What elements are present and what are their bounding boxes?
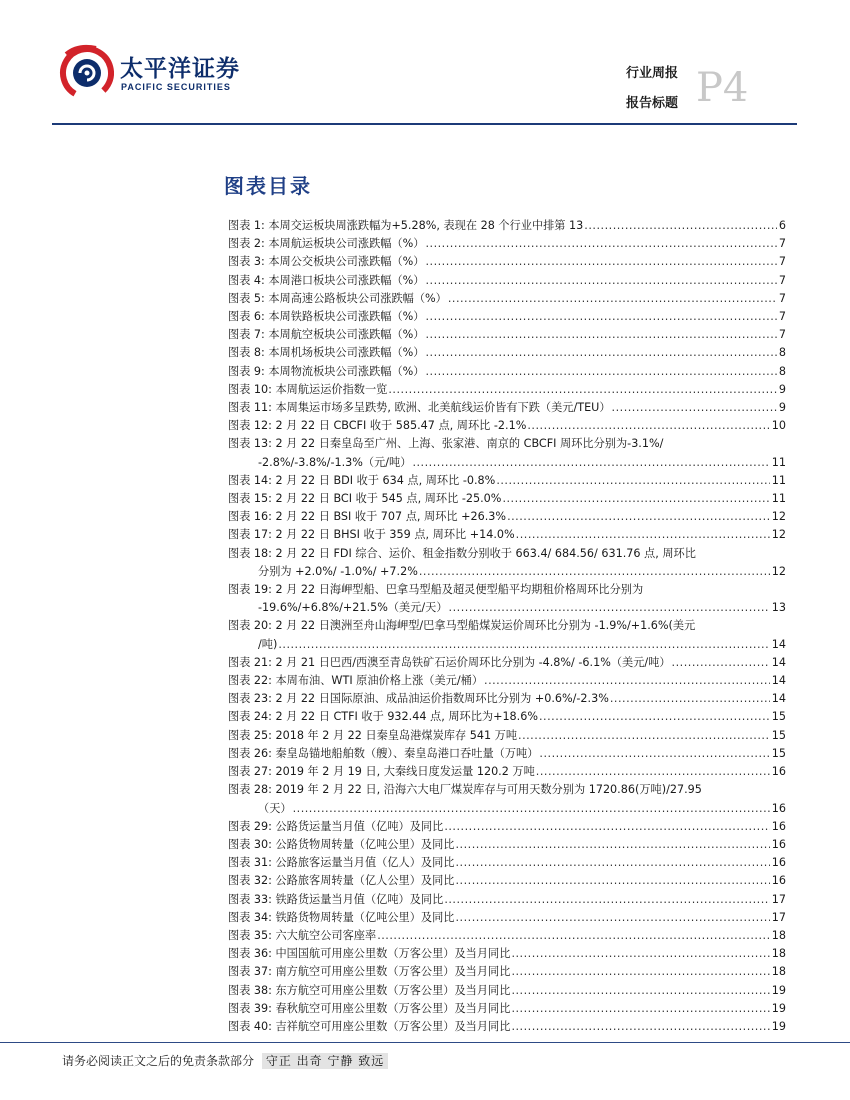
- toc-page-number: 9: [778, 401, 786, 415]
- toc-entry[interactable]: [228, 963, 786, 981]
- pacific-securities-logo-icon: [58, 42, 114, 102]
- toc-entry[interactable]: [228, 508, 786, 526]
- toc-page-number: 11: [771, 455, 786, 469]
- toc-page-number: 18: [771, 928, 786, 942]
- footer-disclaimer: 请务必阅读正文之后的免责条款部分: [62, 1054, 255, 1068]
- toc-page-number: 7: [778, 310, 786, 324]
- toc-leader-dots: [447, 290, 777, 308]
- toc-entry[interactable]: [228, 490, 786, 508]
- toc-entry[interactable]: [228, 727, 786, 745]
- toc-leader-dots: [424, 326, 776, 344]
- toc-page-number: 16: [771, 874, 786, 888]
- toc-leader-dots: [292, 800, 770, 818]
- company-name-cn: 太平洋证券: [120, 56, 240, 82]
- toc-entry[interactable]: [228, 399, 786, 417]
- toc-entry[interactable]: [228, 982, 786, 1000]
- toc-page-number: 18: [771, 947, 786, 961]
- page-label: P4: [696, 65, 749, 111]
- company-logo: [58, 42, 358, 102]
- toc-leader-dots: [424, 235, 776, 253]
- toc-page-number: 15: [771, 710, 786, 724]
- toc-leader-dots: [510, 1000, 769, 1018]
- toc-entry-text: 图表 6: 本周铁路板块公司涨跌幅（%）: [228, 310, 425, 324]
- toc-entry-text: 图表 24: 2 月 22 日 CTFI 收于 932.44 点, 周环比为+18.6%: [228, 710, 538, 724]
- toc-entry-text: 图表 27: 2019 年 2 月 19 日, 大秦线日度发运量 120.2 万吨: [228, 765, 535, 779]
- toc-leader-dots: [583, 217, 777, 235]
- toc-page-number: 19: [771, 1001, 786, 1015]
- toc-entry[interactable]: [228, 745, 786, 763]
- toc-entry-text: 图表 17: 2 月 22 日 BHSI 收于 359 点, 周环比 +14.0%: [228, 528, 515, 542]
- toc-entry-text: 图表 1: 本周交运板块周涨跌幅为+5.28%, 表现在 28 个行业中排第 13: [228, 219, 584, 232]
- toc-entry[interactable]: [228, 326, 786, 344]
- toc-page-number: 13: [771, 601, 786, 615]
- toc-entry-text: 图表 36: 中国国航可用座公里数（万客公里）及当月同比: [228, 947, 511, 961]
- toc-page-number: 16: [771, 765, 786, 779]
- toc-leader-dots: [671, 654, 770, 672]
- toc-entry-text: 图表 9: 本周物流板块公司涨跌幅（%）: [228, 364, 425, 378]
- toc-leader-dots: [455, 872, 770, 890]
- toc-leader-dots: [376, 927, 770, 945]
- toc-entry[interactable]: [228, 909, 786, 927]
- toc-entry-text: 图表 5: 本周高速公路板块公司涨跌幅（%）: [228, 291, 447, 305]
- toc-leader-dots: [448, 599, 770, 617]
- toc-page-number: 10: [771, 419, 786, 433]
- toc-page-number: 16: [771, 801, 786, 815]
- toc-page-number: 17: [771, 892, 786, 906]
- toc-leader-dots: [455, 854, 770, 872]
- toc-entry-text: 图表 22: 本周布油、WTI 原油价格上涨（美元/桶）: [228, 674, 484, 688]
- toc-page-number: 8: [778, 364, 786, 378]
- toc-entry-text: 图表 40: 吉祥航空可用座公里数（万客公里）及当月同比: [228, 1019, 511, 1033]
- toc-entry[interactable]: [228, 836, 786, 854]
- toc-page-number: 12: [771, 528, 786, 542]
- toc-leader-dots: [424, 253, 776, 271]
- toc-entry-text: 图表 37: 南方航空可用座公里数（万客公里）及当月同比: [228, 965, 511, 979]
- toc-entry-text: 图表 33: 铁路货运量当月值（亿吨）及同比: [228, 892, 444, 906]
- toc-page-number: 7: [778, 255, 786, 269]
- table-of-figures: [228, 217, 786, 1036]
- toc-leader-dots: [483, 672, 770, 690]
- toc-page-number: 12: [771, 564, 786, 578]
- toc-entry-text: 图表 7: 本周航空板块公司涨跌幅（%）: [228, 328, 425, 342]
- toc-leader-dots: [455, 836, 770, 854]
- toc-entry[interactable]: [228, 617, 786, 653]
- toc-entry[interactable]: [228, 690, 786, 708]
- toc-entry-text: 图表 39: 春秋航空可用座公里数（万客公里）及当月同比: [228, 1001, 511, 1015]
- toc-entry[interactable]: [228, 945, 786, 963]
- toc-page-number: 7: [778, 291, 786, 305]
- toc-leader-dots: [424, 344, 776, 362]
- toc-entry-text: 图表 14: 2 月 22 日 BDI 收于 634 点, 周环比 -0.8%: [228, 473, 496, 487]
- toc-entry[interactable]: [228, 854, 786, 872]
- toc-leader-dots: [424, 308, 776, 326]
- report-type: 行业周报: [626, 66, 679, 81]
- toc-entry-text: 图表 11: 本周集运市场多呈跌势, 欧洲、北美航线运价皆有下跌（美元/TEU）: [228, 401, 611, 415]
- toc-page-number: 9: [778, 382, 786, 396]
- toc-entry-text: 图表 10: 本周航运运价指数一览: [228, 382, 388, 396]
- toc-entry-text: 图表 13: 2 月 22 日秦皇岛至广州、上海、张家港、南京的 CBCFI 周环比分别为-3.1%/: [228, 437, 664, 451]
- toc-entry[interactable]: [228, 781, 786, 817]
- toc-entry-text: 图表 29: 公路货运量当月值（亿吨）及同比: [228, 819, 444, 833]
- toc-leader-dots: [418, 563, 770, 581]
- toc-entry-text: 图表 15: 2 月 22 日 BCI 收于 545 点, 周环比 -25.0%: [228, 492, 502, 506]
- toc-entry-text: 图表 23: 2 月 22 日国际原油、成品油运价指数周环比分别为 +0.6%/-2.3%: [228, 692, 609, 706]
- toc-leader-dots: [538, 745, 769, 763]
- toc-entry-text: 图表 18: 2 月 22 日 FDI 综合、运价、租金指数分别收于 663.4/ 684.56/ 631.76 点, 周环比: [228, 546, 696, 560]
- toc-entry-text: 图表 4: 本周港口板块公司涨跌幅（%）: [228, 273, 425, 287]
- company-name-en: PACIFIC SECURITIES: [121, 82, 231, 92]
- toc-leader-dots: [455, 909, 770, 927]
- toc-page-number: 16: [771, 837, 786, 851]
- toc-entry[interactable]: [228, 708, 786, 726]
- toc-page-number: 15: [771, 746, 786, 760]
- toc-page-number: 19: [771, 983, 786, 997]
- toc-page-number: 7: [778, 328, 786, 342]
- toc-page-number: 16: [771, 819, 786, 833]
- toc-leader-dots: [443, 891, 769, 909]
- toc-entry[interactable]: [228, 927, 786, 945]
- toc-entry[interactable]: [228, 344, 786, 362]
- toc-entry-text: 图表 25: 2018 年 2 月 22 日秦皇岛港煤炭库存 541 万吨: [228, 728, 518, 742]
- toc-entry-text: 图表 19: 2 月 22 日海岬型船、巴拿马型船及超灵便型船平均期租价格周环比分别为: [228, 583, 644, 597]
- toc-leader-dots: [510, 963, 769, 981]
- toc-entry[interactable]: [228, 1018, 786, 1036]
- toc-page-number: 14: [771, 655, 786, 669]
- toc-leader-dots: [506, 508, 770, 526]
- footer-motto: 守正 出奇 宁静 致远: [262, 1053, 388, 1069]
- toc-leader-dots: [501, 490, 769, 508]
- page-header: [0, 0, 850, 130]
- toc-leader-dots: [411, 454, 769, 472]
- toc-page-number: 16: [771, 856, 786, 870]
- toc-page-number: 18: [771, 965, 786, 979]
- toc-page-number: 11: [771, 473, 786, 487]
- toc-leader-dots: [517, 727, 770, 745]
- toc-page-number: 14: [771, 674, 786, 688]
- toc-page-number: 11: [771, 492, 786, 506]
- toc-entry-text: -2.8%/-3.8%/-1.3%（元/吨）: [258, 455, 412, 469]
- toc-entry-text: 分别为 +2.0%/ -1.0%/ +7.2%: [258, 564, 418, 578]
- toc-entry[interactable]: [228, 363, 786, 381]
- toc-entry[interactable]: [228, 290, 786, 308]
- toc-entry[interactable]: [228, 435, 786, 471]
- toc-leader-dots: [538, 708, 770, 726]
- toc-entry-text: 图表 21: 2 月 21 日巴西/西澳至青岛铁矿石运价周环比分别为 -4.8%/ -6.1%（美元/吨）: [228, 655, 671, 669]
- toc-page-number: 19: [771, 1019, 786, 1033]
- toc-entry-text: 图表 28: 2019 年 2 月 22 日, 沿海六大电厂煤炭库存与可用天数分别为 1720.86(万吨)/27.95: [228, 783, 702, 797]
- toc-entry[interactable]: [228, 872, 786, 890]
- toc-entry-text: 图表 32: 公路旅客周转量（亿人公里）及同比: [228, 874, 455, 888]
- toc-entry-text: 图表 8: 本周机场板块公司涨跌幅（%）: [228, 346, 425, 360]
- toc-entry[interactable]: [228, 545, 786, 581]
- toc-entry[interactable]: [228, 818, 786, 836]
- toc-entry-text: 图表 30: 公路货物周转量（亿吨公里）及同比: [228, 837, 455, 851]
- toc-page-number: 17: [771, 910, 786, 924]
- toc-entry-text: 图表 3: 本周公交板块公司涨跌幅（%）: [228, 255, 425, 269]
- toc-entry-text: -19.6%/+6.8%/+21.5%（美元/天）: [258, 601, 448, 615]
- toc-entry-text: 图表 12: 2 月 22 日 CBCFI 收于 585.47 点, 周环比 -2.1%: [228, 419, 527, 433]
- toc-entry[interactable]: [228, 472, 786, 490]
- toc-entry[interactable]: [228, 253, 786, 271]
- page-footer: [62, 1052, 388, 1069]
- toc-page-number: 14: [771, 637, 786, 651]
- toc-entry[interactable]: [228, 1000, 786, 1018]
- toc-page-number: 14: [771, 692, 786, 706]
- toc-entry[interactable]: [228, 581, 786, 617]
- toc-entry[interactable]: [228, 672, 786, 690]
- toc-page-number: 7: [778, 273, 786, 287]
- toc-leader-dots: [510, 945, 769, 963]
- toc-leader-dots: [424, 363, 776, 381]
- toc-leader-dots: [510, 982, 769, 1000]
- toc-leader-dots: [443, 818, 769, 836]
- toc-entry-text: 图表 34: 铁路货物周转量（亿吨公里）及同比: [228, 910, 455, 924]
- toc-leader-dots: [510, 1018, 769, 1036]
- toc-leader-dots: [424, 272, 776, 290]
- toc-leader-dots: [609, 690, 770, 708]
- toc-entry[interactable]: [228, 891, 786, 909]
- toc-entry-text: /吨): [258, 637, 278, 651]
- footer-divider: [0, 1042, 850, 1043]
- toc-entry[interactable]: [228, 272, 786, 290]
- toc-entry[interactable]: [228, 235, 786, 253]
- toc-page-number: 7: [778, 237, 786, 251]
- toc-entry-text: 图表 20: 2 月 22 日澳洲至舟山海岬型/巴拿马型船煤炭运价周环比分别为 -1.9%/+1.6%(美元: [228, 619, 696, 633]
- toc-entry-text: 图表 26: 秦皇岛锚地船舶数（艘）、秦皇岛港口吞吐量（万吨）: [228, 746, 539, 760]
- toc-leader-dots: [535, 763, 770, 781]
- toc-entry[interactable]: [228, 654, 786, 672]
- toc-entry-text: 图表 35: 六大航空公司客座率: [228, 928, 377, 942]
- toc-entry-text: 图表 16: 2 月 22 日 BSI 收于 707 点, 周环比 +26.3%: [228, 510, 507, 524]
- toc-entry[interactable]: [228, 381, 786, 399]
- toc-leader-dots: [515, 526, 770, 544]
- toc-leader-dots: [495, 472, 769, 490]
- toc-entry[interactable]: [228, 417, 786, 435]
- toc-entry-text: （天）: [258, 801, 292, 815]
- toc-entry[interactable]: [228, 308, 786, 326]
- toc-entry-text: 图表 38: 东方航空可用座公里数（万客公里）及当月同比: [228, 983, 511, 997]
- toc-entry-text: 图表 2: 本周航运板块公司涨跌幅（%）: [228, 237, 425, 251]
- toc-leader-dots: [526, 417, 769, 435]
- toc-entry[interactable]: [228, 763, 786, 781]
- toc-page-number: 6: [778, 219, 786, 232]
- toc-entry-text: 图表 31: 公路旅客运量当月值（亿人）及同比: [228, 856, 455, 870]
- toc-heading: 图表目录: [224, 174, 312, 198]
- toc-leader-dots: [387, 381, 777, 399]
- toc-entry[interactable]: [228, 217, 786, 235]
- toc-page-number: 8: [778, 346, 786, 360]
- toc-page-number: 12: [771, 510, 786, 524]
- toc-leader-dots: [611, 399, 777, 417]
- toc-page-number: 15: [771, 728, 786, 742]
- header-divider: [52, 123, 797, 125]
- toc-leader-dots: [277, 636, 769, 654]
- toc-entry[interactable]: [228, 526, 786, 544]
- report-title: 报告标题: [626, 96, 679, 111]
